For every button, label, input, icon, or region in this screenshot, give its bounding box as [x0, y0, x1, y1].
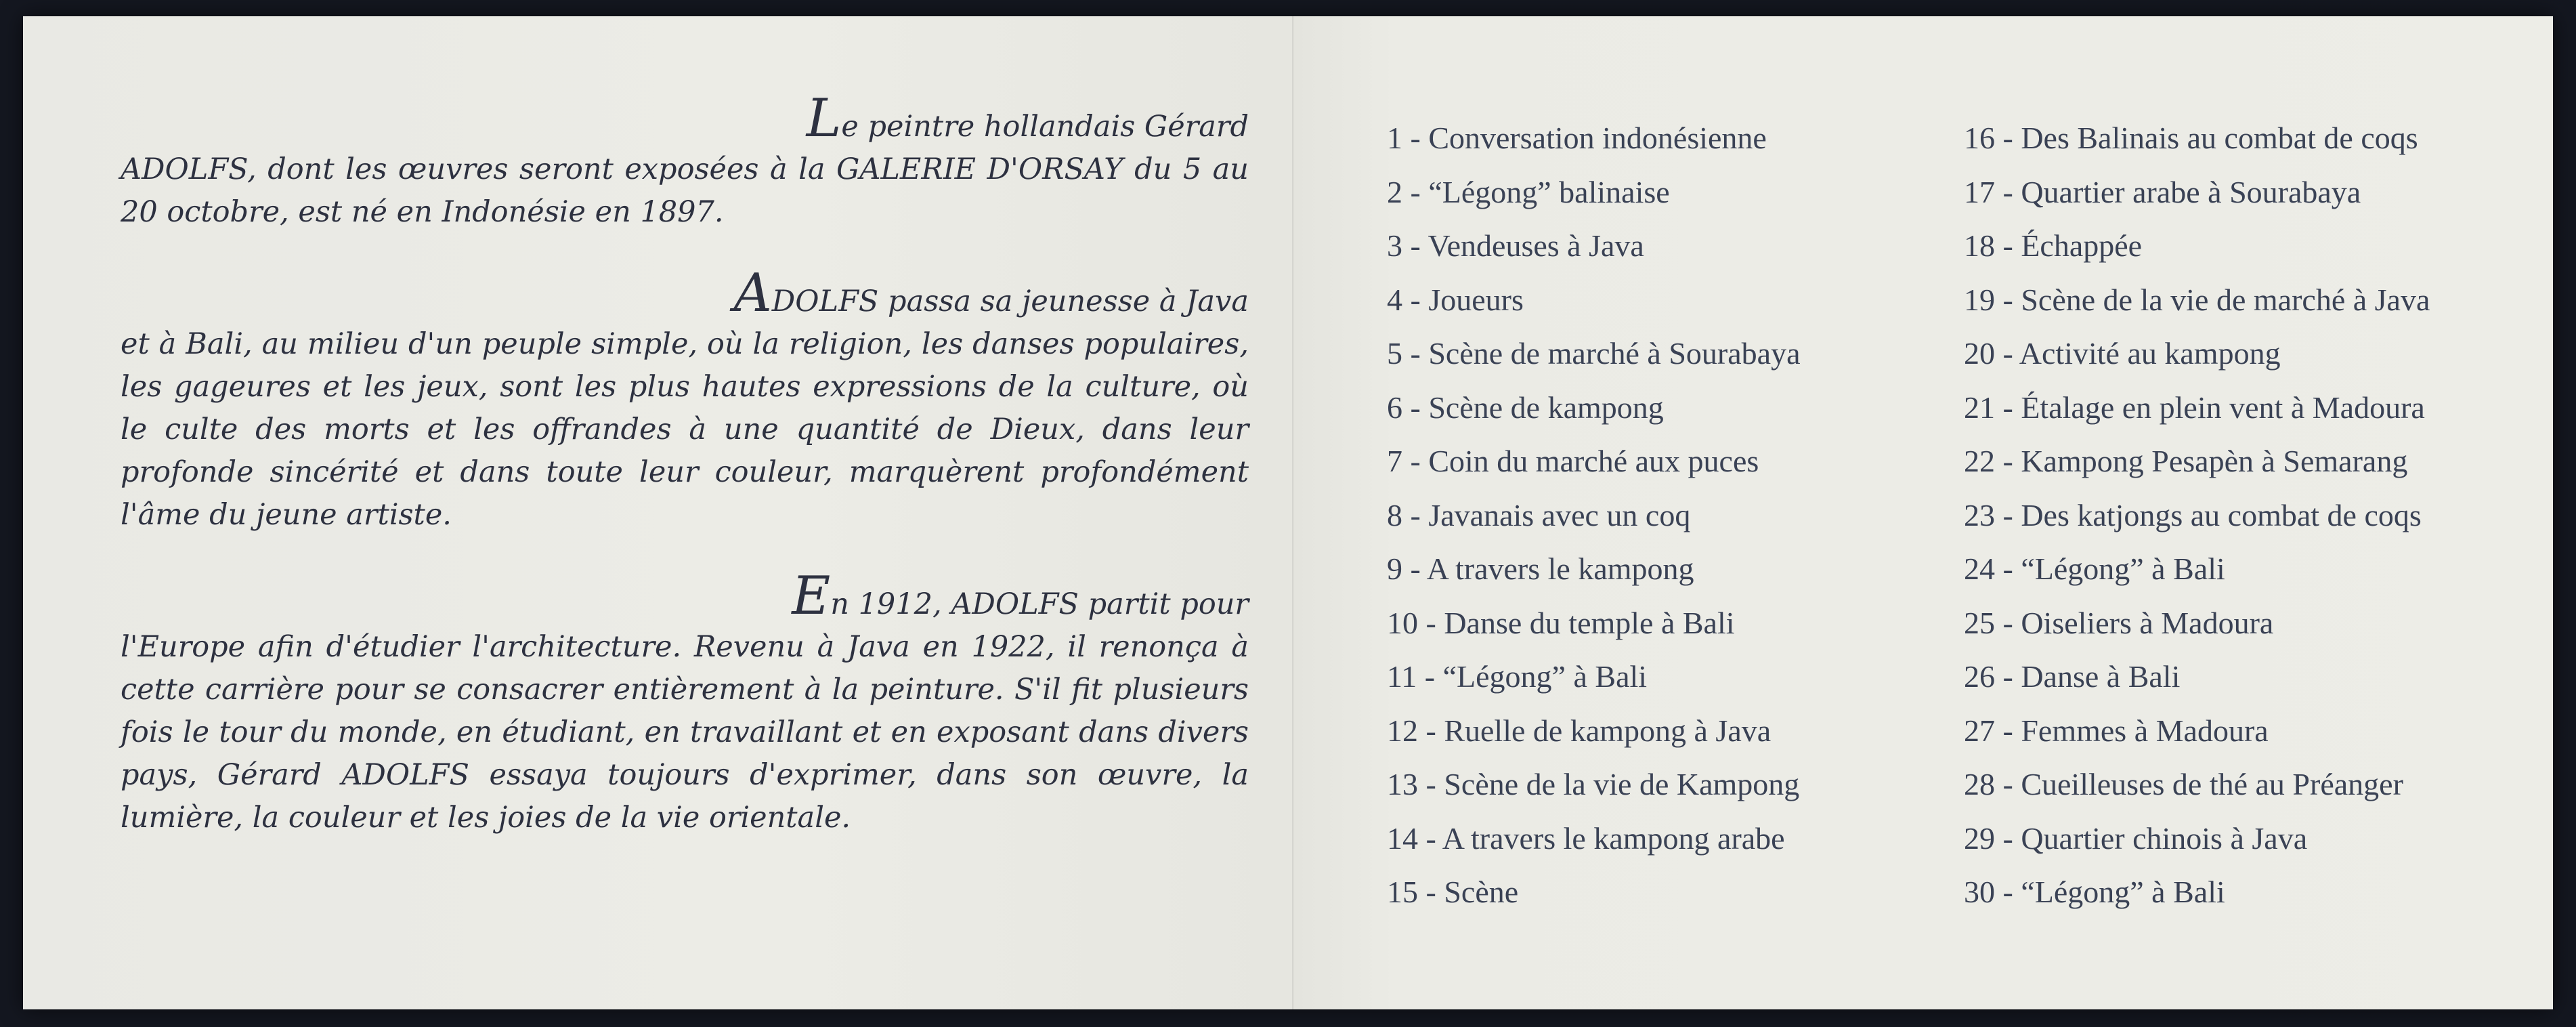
- work-number: 17: [1964, 174, 1995, 209]
- work-number: 13: [1387, 767, 1418, 801]
- left-page: [23, 16, 1293, 1009]
- work-list-item: [1387, 488, 1801, 543]
- work-list-item: [1964, 650, 2430, 704]
- work-number: 27: [1964, 713, 1995, 748]
- dropcap-3: E: [792, 566, 831, 627]
- work-number: 8: [1387, 497, 1402, 532]
- work-list-item: [1387, 165, 1801, 219]
- work-separator: -: [2002, 282, 2013, 317]
- paragraph-3-first-line: [121, 566, 1249, 627]
- work-list-item: [1387, 757, 1801, 812]
- work-number: 16: [1964, 121, 1995, 155]
- work-title: Danse du temple à Bali: [1444, 605, 1735, 640]
- work-list-item: [1964, 434, 2430, 488]
- works-list-column-1: [1387, 111, 1801, 919]
- work-number: 28: [1964, 767, 1995, 801]
- work-separator: -: [2002, 390, 2013, 425]
- paragraph-3-lead: n 1912, ADOLFS partit pour: [830, 587, 1249, 621]
- work-list-item: [1387, 650, 1801, 704]
- work-list-item: [1964, 327, 2430, 381]
- work-title: Étalage en plein vent à Madoura: [2021, 390, 2425, 425]
- work-separator: -: [1410, 121, 1421, 155]
- work-title: Vendeuses à Java: [1427, 228, 1644, 263]
- work-separator: -: [1410, 174, 1421, 209]
- work-separator: -: [1410, 336, 1421, 371]
- work-number: 5: [1387, 336, 1402, 371]
- work-separator: -: [2002, 121, 2013, 155]
- work-list-item: [1387, 596, 1801, 650]
- work-title: Activité au kampong: [2019, 336, 2281, 371]
- works-list-column-2: [1964, 111, 2430, 919]
- paragraph-1-lead: e peintre hollandais Gérard: [841, 110, 1249, 144]
- work-number: 6: [1387, 390, 1402, 425]
- work-list-item: [1387, 219, 1801, 273]
- work-list-item: [1387, 111, 1801, 165]
- work-number: 9: [1387, 551, 1402, 586]
- work-list-item: [1387, 542, 1801, 596]
- work-title: A travers le kampong: [1426, 551, 1694, 586]
- work-number: 3: [1387, 228, 1402, 263]
- intro-paragraph-1: [121, 88, 1249, 234]
- work-title: “Légong” à Bali: [1442, 659, 1648, 694]
- work-separator: -: [1425, 875, 1436, 909]
- work-separator: -: [2002, 174, 2013, 209]
- work-separator: -: [1410, 228, 1421, 263]
- work-list-item: [1964, 273, 2430, 327]
- work-separator: -: [2002, 228, 2013, 263]
- work-separator: -: [2002, 875, 2013, 909]
- work-title: Scène de la vie de marché à Java: [2021, 282, 2430, 317]
- work-title: Des katjongs au combat de coqs: [2021, 497, 2422, 532]
- work-title: Conversation indonésienne: [1428, 121, 1767, 155]
- work-title: Échappée: [2021, 228, 2143, 263]
- work-title: Joueurs: [1428, 282, 1524, 317]
- work-title: Des Balinais au combat de coqs: [2021, 121, 2418, 155]
- work-number: 26: [1964, 659, 1995, 694]
- work-list-item: [1964, 111, 2430, 165]
- paragraph-2-lead: DOLFS passa sa jeunesse à Java: [771, 285, 1249, 318]
- paragraph-1-first-line: [121, 88, 1249, 149]
- work-title: Scène de kampong: [1428, 390, 1664, 425]
- work-separator: -: [1425, 605, 1436, 640]
- intro-paragraph-2: [121, 263, 1249, 537]
- work-title: Scène: [1444, 875, 1519, 909]
- work-separator: -: [2002, 820, 2013, 856]
- work-list-item: [1387, 273, 1801, 327]
- work-separator: -: [2002, 551, 2013, 586]
- work-separator: -: [1410, 282, 1421, 317]
- work-number: 22: [1964, 444, 1995, 478]
- work-title: Femmes à Madoura: [2021, 713, 2269, 748]
- work-number: 21: [1964, 390, 1995, 425]
- work-title: Oiseliers à Madoura: [2021, 605, 2274, 640]
- work-title: Danse à Bali: [2021, 659, 2181, 694]
- work-separator: -: [2002, 605, 2013, 640]
- work-number: 12: [1387, 713, 1418, 748]
- paragraph-3-body: l'Europe afin d'étudier l'architecture. Revenu à Java en 1922, il renonça à cette carrière pour se consacrer entièrement à la peinture. S'il fit plusieurs fois le tour du monde, en étudiant, en travaillant et en exposant dans divers pays, Gérard ADOLFS essaya toujours d'exprimer, dans son œuvre, la lumière, la couleur et les joies de la vie orientale.: [121, 630, 1249, 835]
- work-number: 4: [1387, 282, 1402, 317]
- work-list-item: [1387, 434, 1801, 488]
- work-number: 19: [1964, 282, 1995, 317]
- work-list-item: [1387, 865, 1801, 919]
- work-separator: -: [1425, 820, 1436, 856]
- work-separator: -: [2002, 336, 2013, 371]
- work-separator: -: [1410, 444, 1421, 478]
- work-number: 30: [1964, 875, 1995, 909]
- exhibition-leaflet: [23, 16, 2553, 1009]
- work-separator: -: [1410, 390, 1421, 425]
- work-title: Scène de la vie de Kampong: [1444, 767, 1800, 801]
- work-title: Quartier arabe à Sourabaya: [2021, 174, 2361, 209]
- paragraph-2-first-line: [121, 263, 1249, 324]
- dropcap-2: A: [733, 263, 772, 324]
- work-list-item: [1964, 165, 2430, 219]
- work-list-item: [1964, 757, 2430, 812]
- work-list-item: [1964, 219, 2430, 273]
- work-title: A travers le kampong arabe: [1442, 820, 1785, 856]
- work-list-item: [1964, 488, 2430, 543]
- work-list-item: [1387, 327, 1801, 381]
- artist-introduction: [121, 88, 1249, 839]
- work-number: 2: [1387, 174, 1402, 209]
- work-separator: -: [1410, 551, 1421, 586]
- work-number: 29: [1964, 820, 1995, 856]
- work-list-item: [1387, 381, 1801, 435]
- work-separator: -: [1410, 497, 1421, 532]
- work-list-item: [1964, 812, 2430, 866]
- work-list-item: [1964, 596, 2430, 650]
- work-number: 25: [1964, 605, 1995, 640]
- work-title: Kampong Pesapèn à Semarang: [2021, 444, 2408, 478]
- intro-paragraph-3: [121, 566, 1249, 839]
- work-number: 24: [1964, 551, 1995, 586]
- work-list-item: [1964, 865, 2430, 919]
- work-separator: -: [2002, 497, 2013, 532]
- work-number: 20: [1964, 336, 1995, 371]
- work-title: “Légong” balinaise: [1428, 174, 1670, 209]
- work-title: Cueilleuses de thé au Préanger: [2021, 767, 2403, 801]
- work-title: Coin du marché aux puces: [1428, 444, 1759, 478]
- work-number: 18: [1964, 228, 1995, 263]
- work-number: 10: [1387, 605, 1418, 640]
- work-title: Javanais avec un coq: [1428, 497, 1691, 532]
- work-title: “Légong” à Bali: [2021, 551, 2225, 586]
- work-separator: -: [1424, 659, 1436, 694]
- work-number: 7: [1387, 444, 1402, 478]
- work-list-item: [1964, 704, 2430, 758]
- work-separator: -: [1425, 713, 1436, 748]
- paragraph-1-body: ADOLFS, dont les œuvres seront exposées à la GALERIE D'ORSAY du 5 au 20 octobre, est né en Indonésie en 1897.: [121, 152, 1249, 229]
- dropcap-1: L: [806, 88, 842, 149]
- work-number: 1: [1387, 121, 1402, 155]
- work-number: 15: [1387, 875, 1418, 909]
- work-separator: -: [2002, 444, 2013, 478]
- work-title: Quartier chinois à Java: [2021, 820, 2308, 856]
- work-title: “Légong” à Bali: [2021, 875, 2225, 909]
- work-title: Ruelle de kampong à Java: [1444, 713, 1772, 748]
- work-number: 11: [1387, 659, 1417, 694]
- work-list-item: [1387, 704, 1801, 758]
- work-separator: -: [1425, 767, 1436, 801]
- work-list-item: [1964, 542, 2430, 596]
- work-number: 23: [1964, 497, 1995, 532]
- work-title: Scène de marché à Sourabaya: [1428, 336, 1801, 371]
- paragraph-2-body: et à Bali, au milieu d'un peuple simple, où la religion, les danses populaires, les gageures et les jeux, sont les plus hautes expressions de la culture, où le culte des morts et les offrandes à une quantité de Dieux, dans leur profonde sincérité et dans toute leur couleur, marquèrent profondément l'âme du jeune artiste.: [121, 327, 1249, 532]
- work-separator: -: [2002, 659, 2013, 694]
- work-list-item: [1964, 381, 2430, 435]
- work-number: 14: [1387, 820, 1418, 856]
- work-list-item: [1387, 812, 1801, 866]
- work-separator: -: [2002, 713, 2013, 748]
- work-separator: -: [2002, 767, 2013, 801]
